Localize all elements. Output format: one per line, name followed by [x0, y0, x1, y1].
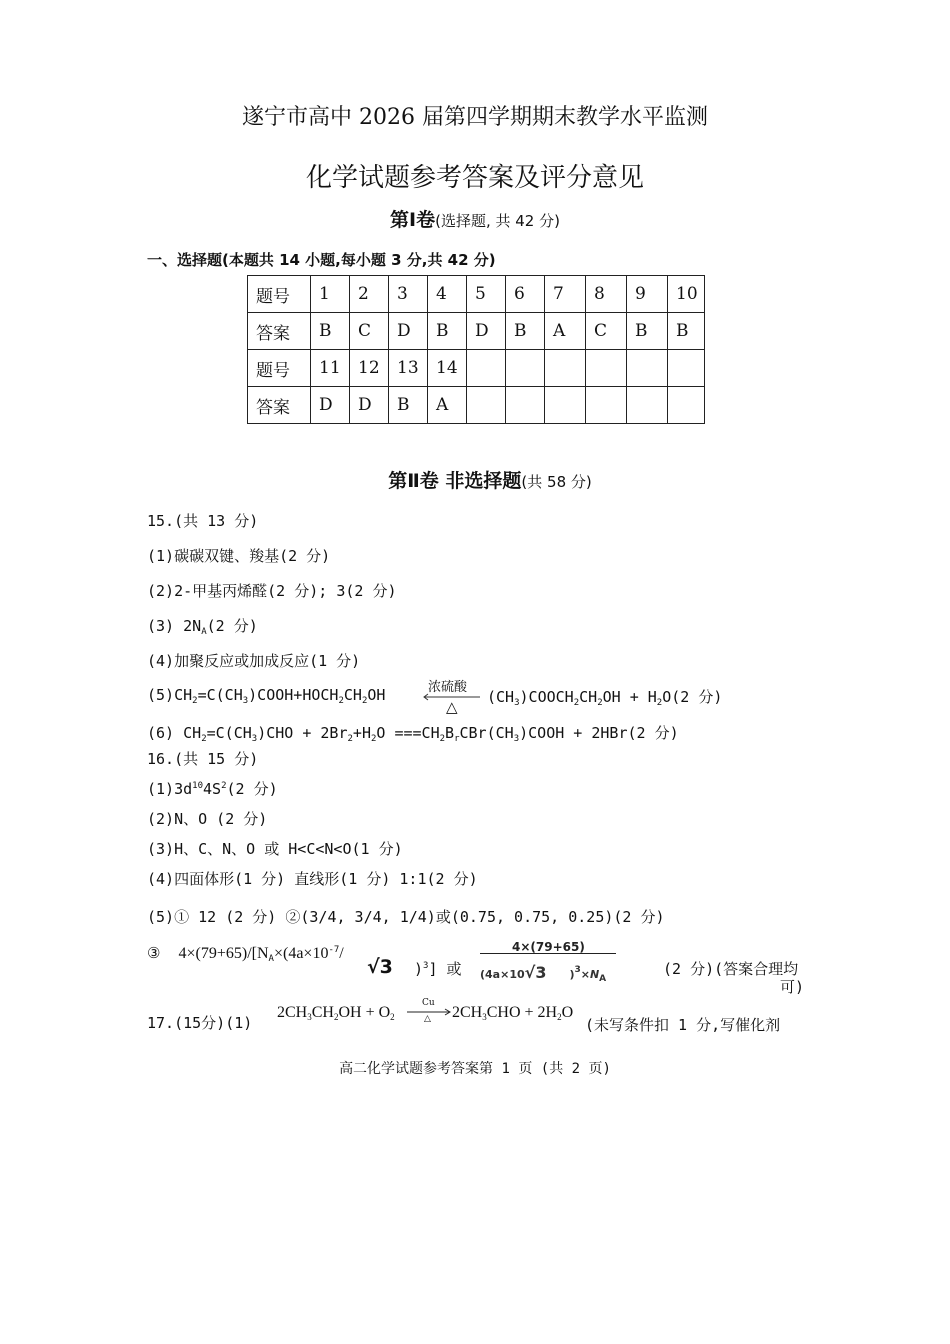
t: CBr(CH	[459, 724, 514, 742]
heat-small: △	[424, 1014, 431, 1024]
t: /	[339, 945, 344, 962]
fraction-numerator: 4×(79+65)	[512, 940, 585, 954]
s: 2	[573, 698, 580, 708]
s: 2	[439, 734, 446, 744]
q16-line4: (4)四面体形(1 分) 直线形(1 分) 1:1(2 分)	[147, 870, 478, 888]
part1-title	[0, 205, 950, 232]
catalyst-label: 浓硫酸	[428, 680, 468, 695]
s: 2	[201, 734, 207, 744]
part2-note: (共 58 分)	[521, 473, 592, 491]
answer-cell: 3	[389, 276, 428, 313]
s: 3	[242, 696, 249, 706]
s: 2	[597, 698, 603, 708]
exam-title: 遂宁市高中 2026 届第四学期期末教学水平监测	[242, 105, 708, 130]
answer-cell	[668, 387, 705, 424]
q15-line3	[147, 615, 258, 637]
t: 2CH	[452, 1004, 483, 1021]
q17-equation-left	[277, 1004, 395, 1022]
answer-cell	[627, 387, 668, 424]
answer-cell: 6	[506, 276, 545, 313]
q15-line6	[147, 722, 679, 744]
answer-cell	[545, 350, 586, 387]
t: 2CH	[277, 1004, 308, 1021]
s: 3	[514, 698, 520, 708]
s: 3	[574, 965, 581, 975]
s: 2	[192, 696, 198, 706]
t: 4S	[203, 780, 222, 798]
oxidation-arrow	[406, 998, 452, 1024]
answer-cell: C	[350, 313, 389, 350]
circled-3: ③	[147, 944, 161, 962]
t: (5)CH	[147, 686, 193, 704]
section1-heading: 一、选择题(本题共 14 小题,每小题 3 分,共 42 分)	[147, 251, 496, 269]
table-row	[248, 313, 705, 350]
answer-cell	[627, 350, 668, 387]
fraction-expression	[480, 936, 618, 986]
q16-line5: (5)① 12 (2 分) ②(3/4, 3/4, 1/4)或(0.75, 0.75, 0.25)(2 分)	[147, 908, 665, 926]
s: 3	[482, 1012, 487, 1022]
answer-cell: B	[428, 313, 467, 350]
answer-cell: B	[668, 313, 705, 350]
answer-cell: B	[311, 313, 350, 350]
part2-title	[0, 466, 950, 493]
answer-cell	[506, 387, 545, 424]
sqrt3-a: √3	[367, 956, 393, 978]
s: 3	[513, 734, 520, 744]
s: 2	[347, 734, 353, 744]
t: (4a×10	[480, 968, 525, 981]
fraction-denominator	[480, 963, 606, 984]
answer-cell: 11	[311, 350, 350, 387]
answer-cell	[467, 387, 506, 424]
table-row	[248, 276, 705, 313]
t: O	[561, 1004, 574, 1021]
s: 2	[390, 1012, 395, 1022]
q15-line3-a: (3) 2N	[147, 617, 202, 635]
answer-cell: 9	[627, 276, 668, 313]
part1-label: 第Ⅰ卷	[390, 209, 436, 231]
row-header-cell: 答案	[248, 313, 311, 350]
s: 3	[251, 734, 258, 744]
q15-line1: (1)碳碳双键、羧基(2 分)	[147, 547, 331, 565]
answer-table	[247, 275, 705, 424]
answer-cell: 8	[586, 276, 627, 313]
s: r	[454, 734, 460, 744]
t: ×(4a×10	[273, 945, 329, 962]
answer-cell: B	[627, 313, 668, 350]
row-header-cell: 答案	[248, 387, 311, 424]
answer-cell: 10	[668, 276, 705, 313]
answer-cell	[506, 350, 545, 387]
t: ] 或	[428, 960, 462, 978]
answer-cell: 13	[389, 350, 428, 387]
t: (2 分)	[226, 780, 278, 798]
s: 10	[192, 781, 203, 791]
t: )COOH + 2HBr(2 分)	[519, 724, 679, 742]
q16-line1	[147, 778, 278, 799]
answer-cell: 4	[428, 276, 467, 313]
t: O(2 分)	[662, 688, 723, 706]
answer-cell: B	[506, 313, 545, 350]
t: CH	[343, 686, 362, 704]
answer-cell: 5	[467, 276, 506, 313]
s: A	[599, 974, 607, 984]
fraction-bar	[480, 953, 616, 954]
page-footer: 高二化学试题参考答案第 1 页 (共 2 页)	[339, 1061, 611, 1077]
table-row	[248, 387, 705, 424]
t: O ===CH	[376, 724, 440, 742]
q16-line6	[147, 944, 344, 964]
q17-equation-right	[452, 1004, 573, 1022]
s: 2	[557, 1012, 562, 1022]
doc-title: 化学试题参考答案及评分意见	[305, 163, 644, 193]
answer-cell: D	[389, 313, 428, 350]
t: 4×(79+65)/[N	[178, 945, 269, 962]
t: B	[445, 724, 455, 742]
q15-line3-sub: A	[201, 627, 207, 637]
t: CHO + 2H	[486, 1004, 558, 1021]
answer-cell: D	[467, 313, 506, 350]
q16-score-note-2: 可)	[780, 978, 805, 996]
row-header-cell: 题号	[248, 276, 311, 313]
answer-cell: D	[350, 387, 389, 424]
catalyst-cu: Cu	[422, 998, 435, 1008]
q16-line3: (3)H、C、N、O 或 H<C<N<O(1 分)	[147, 840, 403, 858]
q16-line2: (2)N、O (2 分)	[147, 810, 268, 828]
heat-label: △	[446, 698, 458, 716]
part2-label: 第Ⅱ卷 非选择题	[388, 470, 522, 492]
answer-cell	[586, 387, 627, 424]
s: 2	[338, 696, 344, 706]
s: -7	[328, 945, 340, 955]
t: OH	[367, 686, 386, 704]
q15-line4: (4)加聚反应或加成反应(1 分)	[147, 652, 361, 670]
s: 2	[361, 696, 368, 706]
part1-note: (选择题, 共 42 分)	[435, 212, 560, 230]
row-header-cell: 题号	[248, 350, 311, 387]
q15-line3-b: (2 分)	[206, 617, 258, 635]
answer-cell: A	[428, 387, 467, 424]
t: OH + H	[602, 688, 657, 706]
table-row	[248, 350, 705, 387]
t: CH	[311, 1004, 334, 1021]
answer-cell: 12	[350, 350, 389, 387]
t: )	[569, 968, 575, 981]
answer-cell: 1	[311, 276, 350, 313]
s: 3	[423, 961, 429, 971]
answer-cell: 2	[350, 276, 389, 313]
q15-line5-left	[147, 686, 385, 706]
answer-cell: 14	[428, 350, 467, 387]
answer-cell: B	[389, 387, 428, 424]
t: √3	[524, 963, 547, 982]
t: (1)3d	[147, 780, 193, 798]
q16-line6-tail	[414, 958, 462, 979]
esterification-arrow	[422, 676, 484, 716]
q16-score-note: (2 分)(答案合理均	[663, 960, 799, 978]
t: +H	[352, 724, 371, 742]
t: ×N	[580, 968, 600, 981]
t: =C(CH	[197, 686, 243, 704]
s: 2	[221, 781, 227, 791]
q16-head: 16.(共 15 分)	[147, 750, 259, 768]
answer-cell	[668, 350, 705, 387]
t: )	[414, 960, 424, 978]
s: 2	[656, 698, 663, 708]
s: 2	[333, 1012, 339, 1022]
answer-cell: A	[545, 313, 586, 350]
answer-cell	[545, 387, 586, 424]
t: CH	[579, 688, 598, 706]
t: OH + O	[338, 1004, 391, 1021]
answer-cell: C	[586, 313, 627, 350]
answer-cell: 7	[545, 276, 586, 313]
q15-line5-right	[487, 686, 722, 708]
t: )CHO + 2Br	[257, 724, 348, 742]
q15-line2: (2)2-甲基丙烯醛(2 分); 3(2 分)	[147, 582, 397, 600]
q17-head: 17.(15分)(1)	[147, 1014, 253, 1032]
answer-cell	[586, 350, 627, 387]
t: (CH	[487, 688, 515, 706]
t: )COOCH	[519, 688, 574, 706]
q17-note: (未写条件扣 1 分,写催化剂	[585, 1016, 781, 1034]
t: )COOH+HOCH	[248, 686, 339, 704]
t: =C(CH	[206, 724, 252, 742]
q15-head: 15.(共 13 分)	[147, 512, 259, 530]
answer-cell: D	[311, 387, 350, 424]
s: A	[268, 954, 274, 964]
s: 3	[307, 1012, 312, 1022]
answer-cell	[467, 350, 506, 387]
s: 2	[370, 734, 377, 744]
t: (6) CH	[147, 724, 202, 742]
